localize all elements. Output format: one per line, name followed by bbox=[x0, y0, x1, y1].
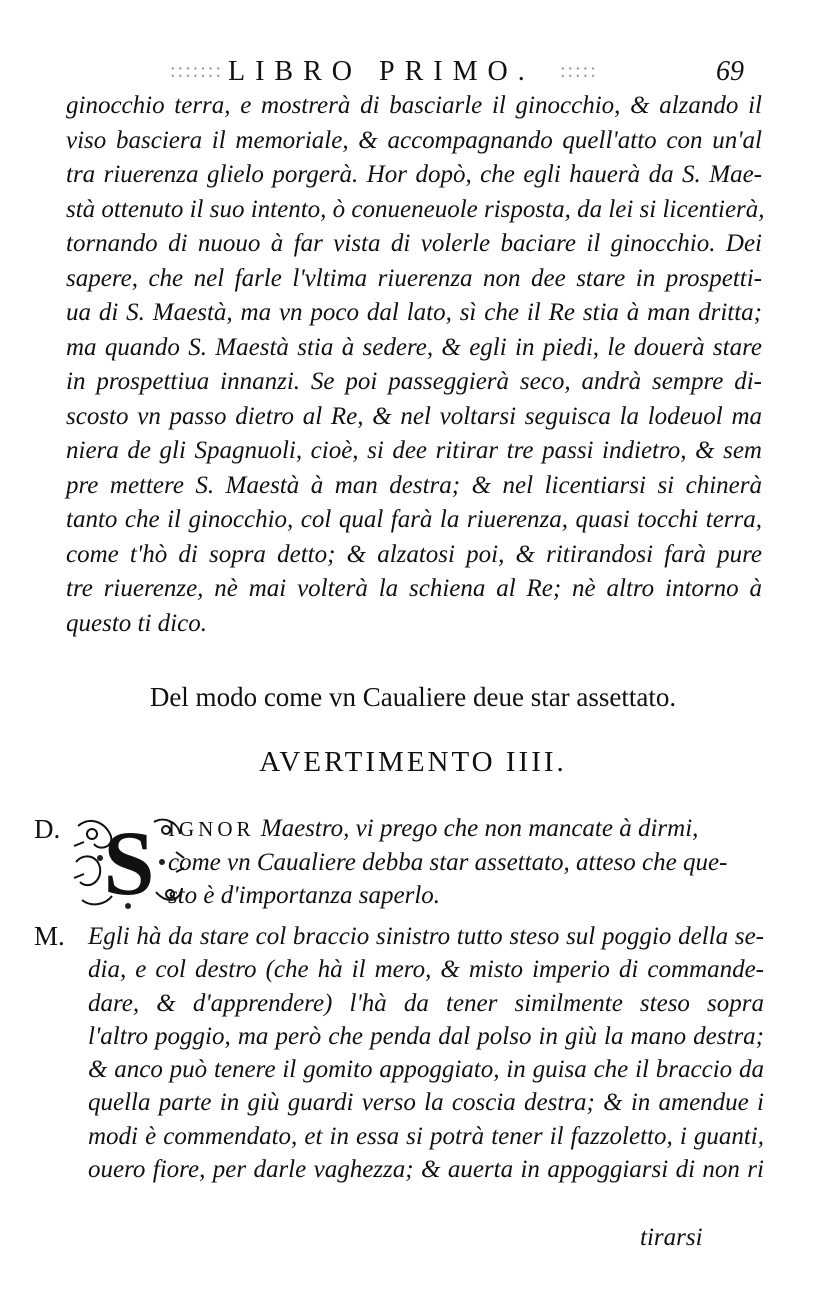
speaker-d: D. bbox=[34, 814, 61, 844]
dialogue-m-text bbox=[88, 920, 764, 1186]
passage-line: in prospettiua innanzi. Se poi passeggierà seco, andrà sempre di- bbox=[66, 368, 762, 395]
section-title: Del modo come vn Caualiere deue star assettato. bbox=[149, 682, 677, 712]
passage-line: sapere, che nel farle l'vltima riuerenza non dee stare in prospetti- bbox=[66, 264, 762, 292]
passage-line: questo ti dico. bbox=[66, 609, 207, 637]
running-head bbox=[0, 52, 826, 92]
dialogue-m-line: dare, & d'apprendere) l'hà da tener similmente steso sopra bbox=[88, 989, 764, 1017]
dialogue-d-line: sto è d'importanza saperlo. bbox=[168, 882, 441, 909]
passage-line: stà ottenuto il suo intento, ò conueneuole risposta, da lei si licentierà, bbox=[66, 195, 765, 223]
dropcap-letter: S bbox=[103, 812, 155, 912]
passage-line: ua di S. Maestà, ma vn poco dal lato, sì che il Re stia à man dritta; bbox=[66, 299, 762, 326]
header-ornament-right: ::::: bbox=[560, 60, 598, 82]
passage-line: tanto che il ginocchio, col qual farà la riuerenza, quasi tocchi terra, bbox=[66, 506, 762, 533]
header-ornament-left: ::::::: bbox=[170, 60, 223, 82]
passage-line: niera de gli Spagnuoli, cioè, si dee ritirar tre passi indietro, & sem bbox=[66, 437, 762, 464]
dialogue-d-text bbox=[168, 812, 764, 912]
dialogue-d-first-line-rest: Maestro, vi prego che non mancate à dirmi, bbox=[254, 815, 699, 842]
dialogue-d-line: come vn Caualiere debba star assettato, atteso che que- bbox=[168, 849, 728, 876]
dialogue-m-line: l'altro poggio, ma però che penda dal polso in giù la mano destra; bbox=[88, 1022, 764, 1050]
avertimento-heading: AVERTIMENTO IIII. bbox=[259, 746, 567, 778]
passage-line: tre riuerenze, nè mai volterà la schiena al Re; nè altro intorno à bbox=[66, 575, 762, 602]
dialogue-m-line: dia, e col destro (che hà il mero, & misto imperio di commande- bbox=[88, 956, 764, 984]
dialogue-m-line: quella parte in giù guardi verso la coscia destra; & in amendue i bbox=[88, 1089, 764, 1117]
page-number: 69 bbox=[716, 56, 744, 87]
dialogue-m-line: ouero fiore, per darle vaghezza; & auerta in appoggiarsi di non ri bbox=[88, 1156, 764, 1184]
dialogue-m-line: Egli hà da stare col braccio sinistro tutto steso sul poggio della se- bbox=[88, 923, 764, 950]
catchword: tirarsi bbox=[640, 1224, 703, 1251]
passage-line: scosto vn passo dietro al Re, & nel voltarsi seguisca la lodeuol ma bbox=[66, 402, 762, 430]
passage-line: pre mettere S. Maestà à man destra; & nel licentiarsi si chinerà bbox=[66, 471, 762, 499]
dialogue-d bbox=[34, 812, 764, 922]
speaker-m: M. bbox=[34, 921, 65, 951]
dialogue-d-first-line bbox=[168, 812, 764, 846]
dropcap-continuation: IGNOR bbox=[168, 817, 255, 841]
passage-line: come t'hò di sopra detto; & alzatosi poi, & ritirandosi farà pure bbox=[66, 540, 762, 568]
passage bbox=[66, 89, 765, 641]
passage-line: viso basciera il memoriale, & accompagnando quell'atto con un'al bbox=[66, 126, 762, 154]
dialogue-m-line: & anco può tenere il gomito appoggiato, in guisa che il braccio da bbox=[88, 1056, 764, 1084]
passage-line: tra riuerenza glielo porgerà. Hor dopò, che egli hauerà da S. Mae- bbox=[66, 161, 762, 188]
dialogue-m-line: modi è commendato, et in essa si potrà tener il fazzoletto, i guanti, bbox=[88, 1122, 764, 1150]
passage-line: tornando di nuouo à far vista di volerle baciare il ginocchio. Dei bbox=[66, 230, 762, 257]
passage-line: ginocchio terra, e mostrerà di basciarle il ginocchio, & alzando il bbox=[66, 92, 762, 119]
running-head-title: LIBRO PRIMO. bbox=[228, 56, 535, 87]
passage-line: ma quando S. Maestà stia à sedere, & egli in piedi, le douerà stare bbox=[66, 333, 762, 361]
